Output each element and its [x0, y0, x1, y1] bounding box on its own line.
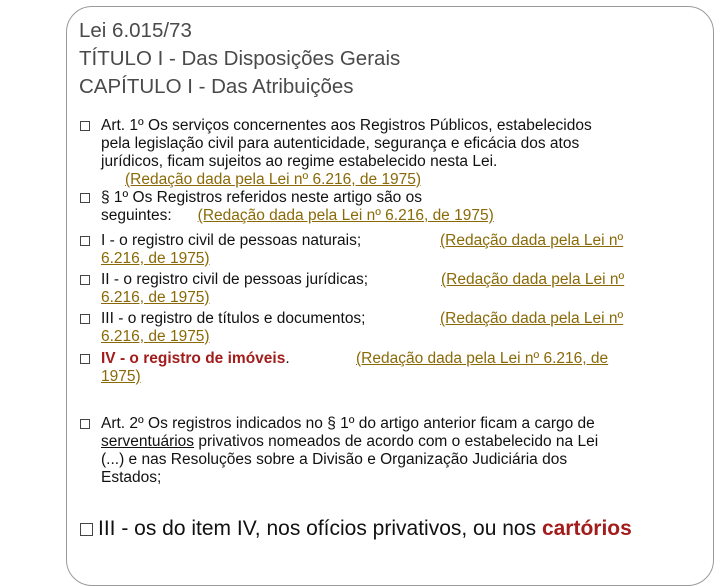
item-iii-text: III - o registro de títulos e documentos; [101, 310, 366, 327]
item-ii-reference-link[interactable]: (Redação dada pela Lei nº [441, 271, 625, 288]
par1-line-1: § 1º Os Registros referidos neste artigo são os [101, 189, 422, 206]
item-iii-reference-link[interactable]: (Redação dada pela Lei nº [440, 310, 624, 327]
art2-line-4: Estados; [101, 469, 162, 486]
item-ii-reference-cont[interactable]: 6.216, de 1975) [101, 289, 210, 306]
par1-tail: seguintes: [101, 207, 172, 224]
art1-line-2: pela legislação civil para autenticidade, segurança e eficácia dos atos [101, 135, 580, 152]
bullet-item-ii [80, 271, 680, 307]
bullet-item-iii-large [80, 517, 680, 541]
item-iv-period: . [285, 350, 290, 367]
item-ii-text: II - o registro civil de pessoas jurídicas; [101, 271, 369, 288]
item-iv-reference-link[interactable]: (Redação dada pela Lei nº 6.216, de [356, 350, 609, 367]
art1-reference-link[interactable]: (Redação dada pela Lei nº 6.216, de 1975) [125, 171, 422, 188]
title-line-capitulo: CAPÍTULO I - Das Atribuições [79, 75, 354, 98]
bullet-item-i [80, 232, 680, 268]
bullet-art-2 [80, 415, 680, 487]
art2-line-3: (...) e nas Resoluções sobre a Divisão e Organização Judiciária dos [101, 451, 568, 468]
checkbox-bullet-icon [80, 193, 90, 203]
checkbox-bullet-icon [80, 275, 90, 285]
art2-underlined-term: serventuários [101, 433, 195, 450]
item-iii-reference-cont[interactable]: 6.216, de 1975) [101, 328, 210, 345]
checkbox-bullet-icon [80, 354, 90, 364]
bullet-item-iv [80, 350, 680, 386]
item-i-reference-cont[interactable]: 6.216, de 1975) [101, 250, 210, 267]
checkbox-bullet-icon [80, 419, 90, 429]
checkbox-bullet-icon [80, 236, 90, 246]
item-i-text: I - o registro civil de pessoas naturais; [101, 232, 362, 249]
par1-reference-link[interactable]: (Redação dada pela Lei nº 6.216, de 1975) [197, 207, 494, 224]
item-iii-large-highlight: cartórios [541, 517, 632, 540]
slide-title [79, 17, 400, 101]
art1-line-1: Art. 1º Os serviços concernentes aos Registros Públicos, estabelecidos [101, 117, 592, 134]
bullet-art-1 [80, 117, 680, 189]
item-iii-large-text: III - os do item IV, nos ofícios privativos, ou nos [98, 517, 542, 540]
bullet-item-iii [80, 310, 680, 346]
item-iv-text-highlight: IV - o registro de imóveis [101, 350, 286, 367]
bullet-paragrafo-1 [80, 189, 680, 225]
item-iv-reference-cont[interactable]: 1975) [101, 368, 141, 385]
art1-line-3: jurídicos, ficam sujeitos ao regime estabelecido nesta Lei. [101, 153, 498, 170]
title-line-titulo: TÍTULO I - Das Disposições Gerais [79, 47, 401, 70]
art2-line-1: Art. 2º Os registros indicados no § 1º do artigo anterior ficam a cargo de [101, 415, 595, 432]
art2-line-2-rest: privativos nomeados de acordo com o estabelecido na Lei [194, 433, 599, 450]
checkbox-bullet-icon [80, 314, 90, 324]
checkbox-bullet-icon [80, 121, 90, 131]
item-i-reference-link[interactable]: (Redação dada pela Lei nº [440, 232, 624, 249]
checkbox-bullet-icon [80, 523, 93, 536]
title-line-law: Lei 6.015/73 [79, 19, 192, 42]
